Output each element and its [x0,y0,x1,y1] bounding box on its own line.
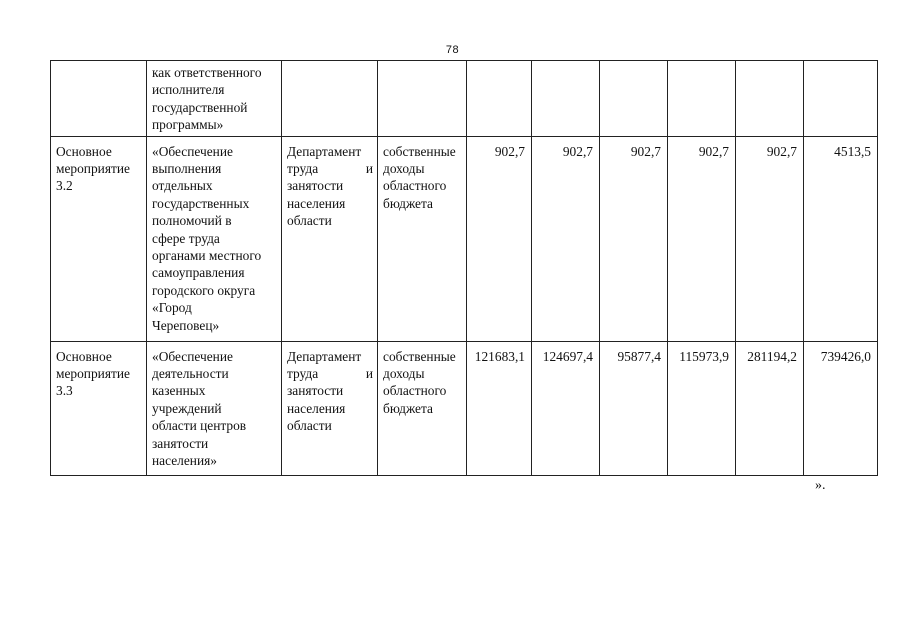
cell-source [378,341,467,476]
action-line: сфере труда [152,230,220,246]
source-line: областного [383,383,447,399]
action-line: городского округа [152,282,256,298]
cell-name [51,61,147,137]
cell-value-total: 739426,0 [804,341,878,476]
source-line: собственные [383,348,456,364]
executor-word: и [365,366,373,382]
cell-executor [282,61,378,137]
name-line: Основное [56,348,112,364]
action-line: полномочий в [152,213,232,229]
cell-value: 902,7 [736,136,804,341]
source-line: собственные [383,143,456,159]
cell-value [600,61,668,137]
action-line: выполнения [152,161,222,177]
cell-executor [282,341,378,476]
source-line: доходы [383,161,425,177]
name-line: мероприятие [56,161,130,177]
executor-line: занятости [287,383,344,399]
action-line: учреждений [152,400,222,416]
action-line: Череповец» [152,317,220,333]
name-line: мероприятие [56,366,130,382]
action-line: «Город [152,300,192,316]
executor-line: населения [287,400,346,416]
cell-executor [282,136,378,341]
cell-value: 902,7 [600,136,668,341]
cell-value [532,61,600,137]
cell-source [378,61,467,137]
action-line: исполнителя [152,82,225,98]
cell-value [467,61,532,137]
action-line: самоуправления [152,265,245,281]
executor-line [287,160,373,177]
cell-value: 902,7 [532,136,600,341]
action-line: области центров [152,418,247,434]
table-row-continuation [51,61,878,137]
cell-value [736,61,804,137]
action-line: «Обеспечение [152,143,233,159]
source-line: бюджета [383,400,433,416]
cell-action [147,61,282,137]
cell-value [804,61,878,137]
closing-quote-mark: ». [815,478,826,493]
action-line: деятельности [152,366,229,382]
action-line: государственных [152,195,250,211]
executor-line: Департамент [287,348,362,364]
executor-word: труда [287,366,319,382]
action-line: занятости [152,435,209,451]
executor-line: Департамент [287,143,362,159]
executor-line: населения [287,195,346,211]
name-line: 3.3 [56,383,73,399]
executor-line: занятости [287,178,344,194]
cell-name [51,136,147,341]
cell-action [147,136,282,341]
name-line: Основное [56,143,112,159]
cell-value-total: 4513,5 [804,136,878,341]
cell-value: 115973,9 [668,341,736,476]
executor-word: и [365,161,373,177]
cell-action [147,341,282,476]
executor-word: труда [287,161,319,177]
action-line: государственной [152,99,248,115]
action-line: органами местного [152,248,262,264]
source-line: доходы [383,366,425,382]
table-row-activity-3-2 [51,136,878,341]
action-line: как ответственного [152,65,262,80]
cell-value [668,61,736,137]
cell-name [51,341,147,476]
cell-value: 902,7 [668,136,736,341]
budget-table [50,60,878,476]
cell-value: 281194,2 [736,341,804,476]
action-line: населения» [152,453,217,469]
cell-value: 95877,4 [600,341,668,476]
executor-line [287,365,373,382]
page-number: 78 [445,44,460,56]
action-line: «Обеспечение [152,348,233,364]
executor-line: области [287,213,332,229]
cell-source [378,136,467,341]
table-row-activity-3-3 [51,341,878,476]
cell-value: 124697,4 [532,341,600,476]
cell-value: 902,7 [467,136,532,341]
source-line: бюджета [383,195,433,211]
action-line: отдельных [152,178,213,194]
cell-value: 121683,1 [467,341,532,476]
action-line: казенных [152,383,206,399]
name-line: 3.2 [56,178,73,194]
executor-line: области [287,418,332,434]
action-line: программы» [152,117,224,133]
source-line: областного [383,178,447,194]
